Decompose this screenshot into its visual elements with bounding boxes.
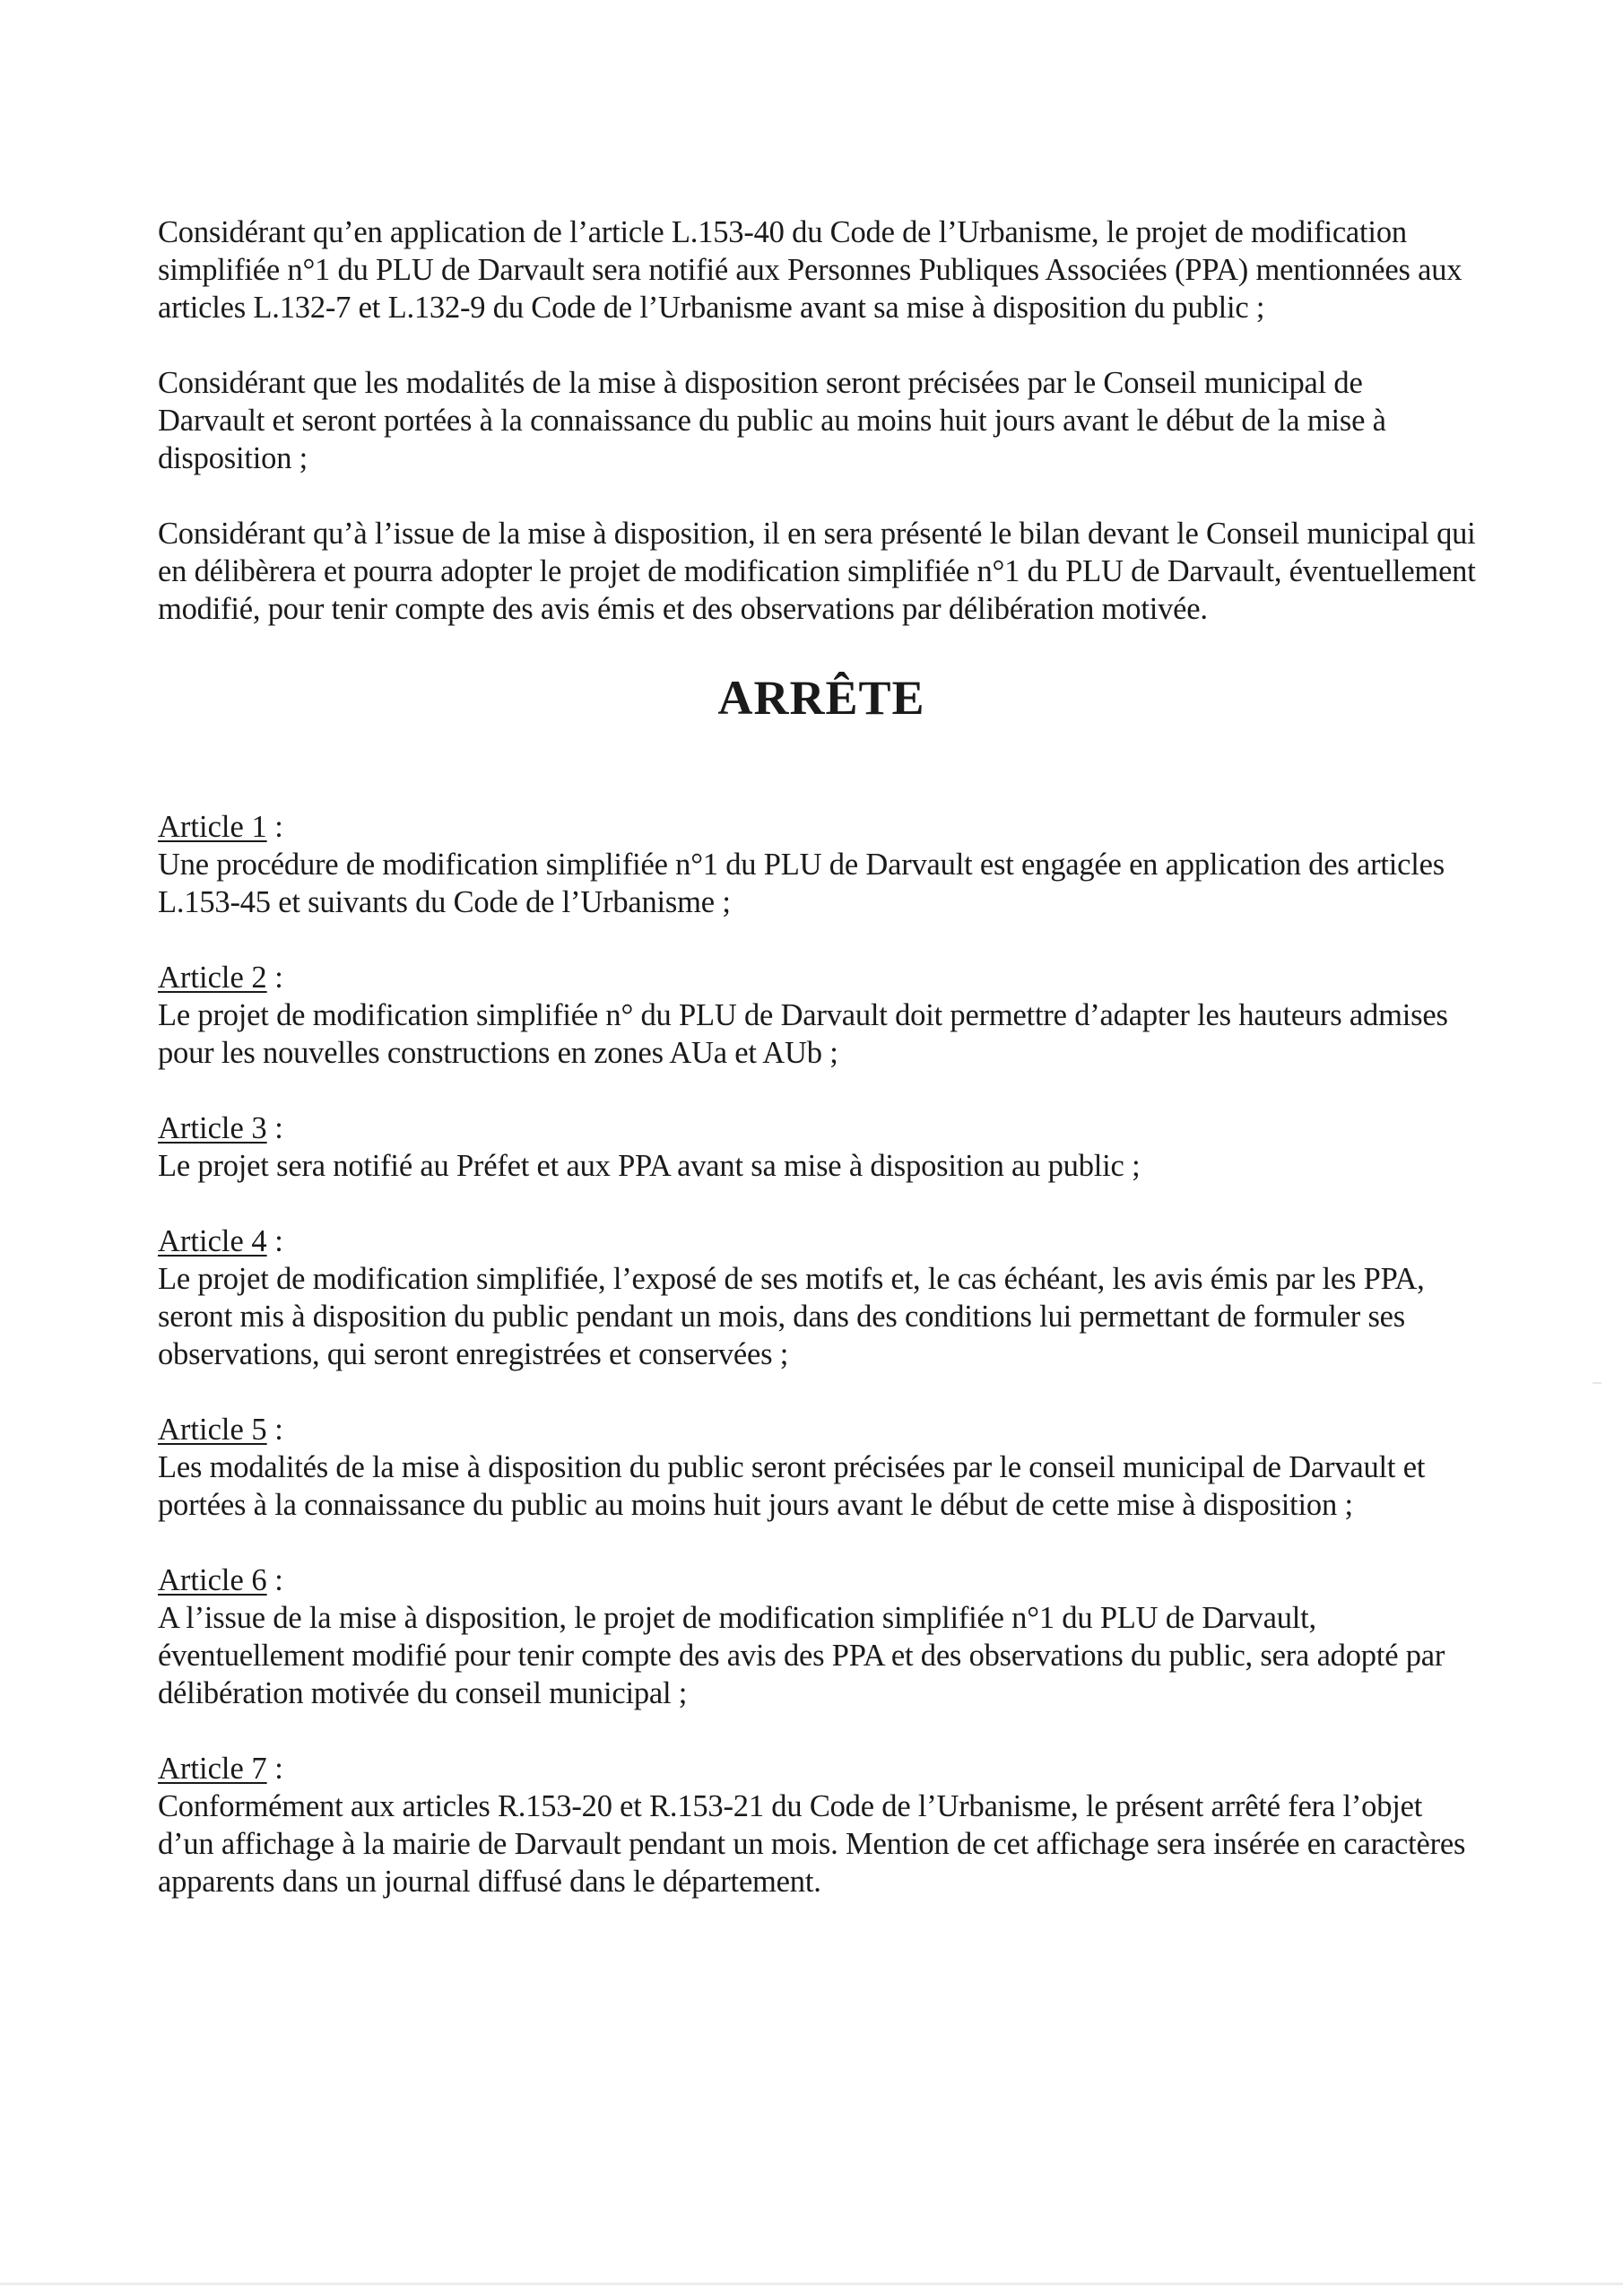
article-4 xyxy=(158,1222,1476,1373)
article-separator: : xyxy=(266,810,283,844)
article-heading xyxy=(158,1411,1476,1448)
article-separator: : xyxy=(266,961,283,995)
article-2 xyxy=(158,959,1476,1072)
article-body: Le projet de modification simplifiée, l’exposé de ses motifs et, le cas échéant, les avis émis par les PPA, seront mis à disposition du public pendant un mois, dans des conditions lui permettant de formuler ses observations, qui seront enregistrées et conservées ; xyxy=(158,1262,1425,1371)
scan-artifact xyxy=(1593,1382,1601,1384)
article-5 xyxy=(158,1411,1476,1524)
article-heading xyxy=(158,1561,1476,1599)
document-page xyxy=(158,213,1476,1938)
article-heading xyxy=(158,1109,1476,1147)
consideration-paragraph-3: Considérant qu’à l’issue de la mise à disposition, il en sera présenté le bilan devant le Conseil municipal qui en délibèrera et pourra adopter le projet de modification simplifiée n°1 du PLU de Darvault, éventuellement modifié, pour tenir compte des avis émis et des observations par délibération motivée. xyxy=(158,517,1476,626)
article-heading xyxy=(158,959,1476,996)
article-6 xyxy=(158,1561,1476,1712)
article-heading xyxy=(158,808,1476,846)
article-body: A l’issue de la mise à disposition, le projet de modification simplifiée n°1 du PLU de Darvault, éventuellement modifié pour tenir compte des avis des PPA et des observations du public, sera adopté par délibération motivée du conseil municipal ; xyxy=(158,1601,1445,1710)
article-separator: : xyxy=(266,1563,283,1597)
article-label: Article 5 xyxy=(158,1413,267,1447)
article-body: Une procédure de modification simplifiée n°1 du PLU de Darvault est engagée en application des articles L.153-45 et suivants du Code de l’Urbanisme ; xyxy=(158,848,1445,919)
article-body: Les modalités de la mise à disposition du public seront précisées par le conseil municipal de Darvault et portées à la connaissance du public au moins huit jours avant le début de cette mise à disposition ; xyxy=(158,1450,1426,1522)
article-7 xyxy=(158,1750,1476,1900)
article-label: Article 2 xyxy=(158,961,267,995)
article-label: Article 1 xyxy=(158,810,267,844)
article-separator: : xyxy=(266,1224,283,1258)
article-heading xyxy=(158,1750,1476,1787)
article-heading xyxy=(158,1222,1476,1260)
article-separator: : xyxy=(266,1413,283,1447)
article-body: Conformément aux articles R.153-20 et R.153-21 du Code de l’Urbanisme, le présent arrêté fera l’objet d’un affichage à la mairie de Darvault pendant un mois. Mention de cet affichage sera insérée en caractères apparents dans un journal diffusé dans le département. xyxy=(158,1789,1466,1899)
article-label: Article 3 xyxy=(158,1111,267,1145)
article-1 xyxy=(158,808,1476,921)
scan-edge-line xyxy=(0,2283,1623,2285)
consideration-paragraph-1: Considérant qu’en application de l’article L.153-40 du Code de l’Urbanisme, le projet de modification simplifiée n°1 du PLU de Darvault sera notifié aux Personnes Publiques Associées (PPA) mentionnées aux articles L.132-7 et L.132-9 du Code de l’Urbanisme avant sa mise à disposition du public ; xyxy=(158,215,1462,325)
article-3 xyxy=(158,1109,1476,1185)
article-label: Article 7 xyxy=(158,1752,267,1786)
article-separator: : xyxy=(266,1111,283,1145)
article-label: Article 4 xyxy=(158,1224,267,1258)
consideration-paragraph-2: Considérant que les modalités de la mise à disposition seront précisées par le Conseil municipal de Darvault et seront portées à la connaissance du public au moins huit jours avant le début de la mise à disposition ; xyxy=(158,366,1386,475)
decree-title: ARRÊTE xyxy=(717,671,925,725)
article-label: Article 6 xyxy=(158,1563,267,1597)
article-body: Le projet sera notifié au Préfet et aux PPA avant sa mise à disposition au public ; xyxy=(158,1149,1141,1183)
article-separator: : xyxy=(266,1752,283,1786)
article-body: Le projet de modification simplifiée n° du PLU de Darvault doit permettre d’adapter les hauteurs admises pour les nouvelles constructions en zones AUa et AUb ; xyxy=(158,998,1448,1070)
